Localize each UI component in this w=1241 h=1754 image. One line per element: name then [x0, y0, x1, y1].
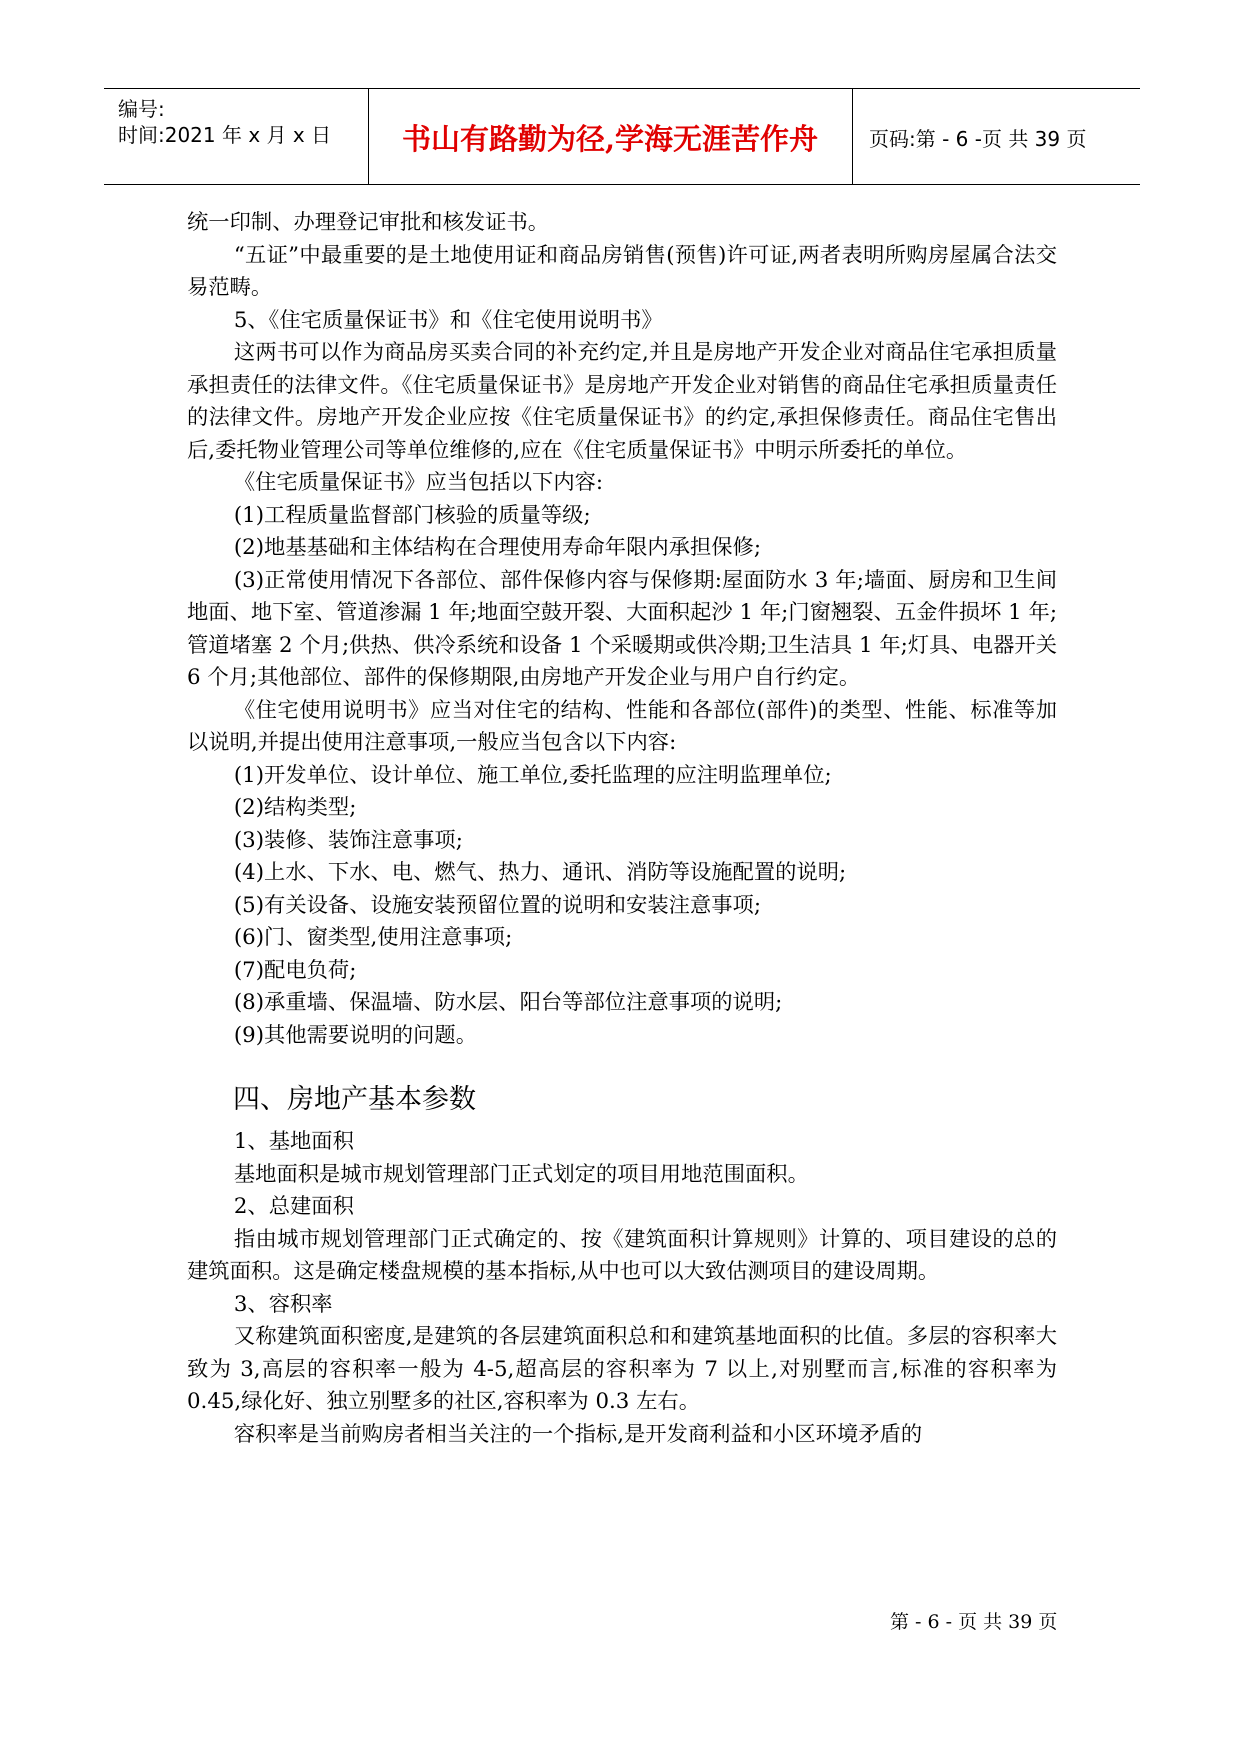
paragraph: 基地面积是城市规划管理部门正式划定的项目用地范围面积。 [233, 1161, 809, 1187]
paragraph: 这两书可以作为商品房买卖合同的补充约定,并且是房地产开发企业对商品住宅承担质量承担责任的法律文件。《住宅质量保证书》是房地产开发企业对销售的商品住宅承担质量责任的法律文件。房地产开发企业应按《住宅质量保证书》的约定,承担保修责任。商品住宅售出后,委托物业管理公司等单位维修的,应在《住宅质量保证书》中明示所委托的单位。 [187, 340, 1057, 463]
paragraph: 容积率是当前购房者相当关注的一个指标,是开发商利益和小区环境矛盾的 [233, 1421, 923, 1447]
list-item: (5)有关设备、设施安装预留位置的说明和安装注意事项; [233, 892, 762, 918]
document-time-label: 时间:2021 年 x 月 x 日 [118, 123, 332, 147]
paragraph: “五证”中最重要的是土地使用证和商品房销售(预售)许可证,两者表明所购房屋属合法交易范畴。 [187, 242, 1057, 300]
list-item: (7)配电负荷; [233, 957, 357, 983]
list-item: (2)地基基础和主体结构在合理使用寿命年限内承担保修; [233, 535, 762, 560]
header-motto-cell [368, 89, 853, 184]
section-heading: 四、房地产基本参数 [233, 1084, 476, 1115]
subsection-title: 5、《住宅质量保证书》和《住宅使用说明书》 [233, 307, 663, 333]
list-item: (1)开发单位、设计单位、施工单位,委托监理的应注明监理单位; [233, 762, 832, 788]
paragraph: 统一印制、办理登记审批和核发证书。 [187, 210, 550, 235]
document-number-label: 编号: [118, 97, 165, 121]
header-page-number: 页码:第 - 6 -页 共 39 页 [869, 127, 1087, 151]
list-item: (6)门、窗类型,使用注意事项; [233, 925, 513, 950]
list-item: (4)上水、下水、电、燃气、热力、通讯、消防等设施配置的说明; [233, 860, 847, 885]
list-item: (3)正常使用情况下各部位、部件保修内容与保修期:屋面防水 3 年;墙面、厨房和卫生间地面、地下室、管道渗漏 1 年;地面空鼓开裂、大面积起沙 1 年;门窗翘裂、五金件损坏 1 年;管道堵塞 2 个月;供热、供冷系统和设备 1 个采暖期或供冷期;卫生洁具 1 年;灯具、电器开关 6 个月;其他部位、部件的保修期限,由房地产开发企业与用户自行约定。 [187, 567, 1057, 690]
list-item: (1)工程质量监督部门核验的质量等级; [233, 502, 591, 528]
subsection-title: 1、基地面积 [233, 1129, 354, 1154]
header-meta-cell [104, 89, 369, 184]
spacer [187, 1052, 1057, 1080]
header-page-cell [853, 89, 1140, 184]
subsection-title: 3、容积率 [233, 1291, 333, 1317]
document-header [104, 88, 1140, 185]
paragraph: 《住宅质量保证书》应当包括以下内容: [233, 470, 604, 495]
subsection-title: 2、总建面积 [233, 1194, 354, 1219]
list-item: (3)装修、装饰注意事项; [233, 827, 463, 853]
header-motto: 书山有路勤为径,学海无涯苦作舟 [401, 122, 819, 156]
footer-page-number: 第 - 6 - 页 共 39 页 [890, 1611, 1058, 1633]
list-item: (8)承重墙、保温墙、防水层、阳台等部位注意事项的说明; [233, 990, 783, 1015]
paragraph: 又称建筑面积密度,是建筑的各层建筑面积总和和建筑基地面积的比值。多层的容积率大致为 3,高层的容积率一般为 4-5,超高层的容积率为 7 以上,对别墅而言,标准的容积率为 0.45,绿化好、独立别墅多的社区,容积率为 0.3 左右。 [187, 1324, 1057, 1414]
paragraph: 《住宅使用说明书》应当对住宅的结构、性能和各部位(部件)的类型、性能、标准等加以说明,并提出使用注意事项,一般应当包含以下内容: [187, 697, 1057, 755]
document-body [187, 207, 1057, 1451]
list-item: (9)其他需要说明的问题。 [233, 1022, 477, 1048]
list-item: (2)结构类型; [233, 795, 357, 820]
paragraph: 指由城市规划管理部门正式确定的、按《建筑面积计算规则》计算的、项目建设的总的建筑面积。这是确定楼盘规模的基本指标,从中也可以大致估测项目的建设周期。 [187, 1226, 1057, 1284]
